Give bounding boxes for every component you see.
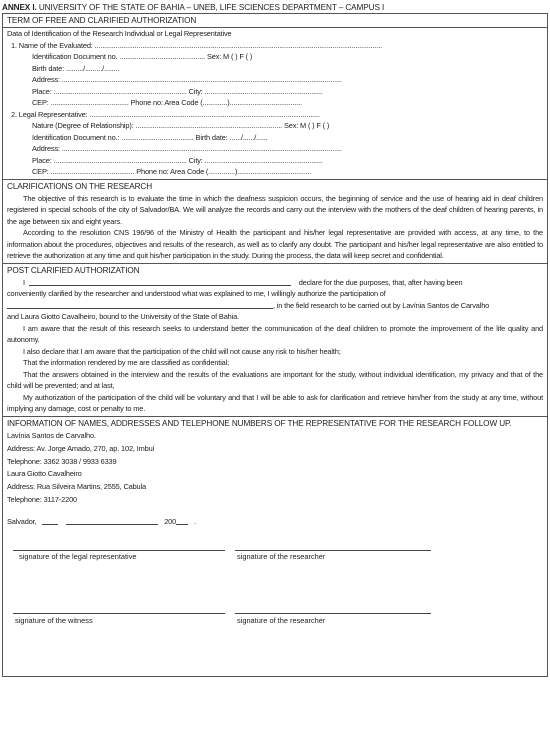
identification-field-line[interactable]: CEP: ............................................ Phone no: Area Code (..............).......................................	[32, 167, 312, 176]
date-day-blank[interactable]	[42, 524, 58, 525]
researcher-signature-label: signature of the researcher	[237, 552, 326, 562]
date-end: .	[193, 516, 196, 526]
identification-field-line[interactable]: Place: ...................................................................... City: ..............................................................	[32, 86, 323, 96]
identification-field-line[interactable]: 2. Legal Representative: .........................................................................................................................	[11, 109, 320, 119]
contact-info-title: INFORMATION OF NAMES, ADDRESSES AND TELEPHONE NUMBERS OF THE REPRESENTATIVE FOR THE RESEARCH FOLLOW UP.	[7, 418, 512, 428]
term-title: TERM OF FREE AND CLARIFIED AUTHORIZATION	[7, 16, 197, 25]
clarifications-section	[3, 179, 547, 263]
declaration-line	[7, 300, 543, 312]
identification-intro: Data of Identification of the Research Individual or Legal Representative	[7, 29, 232, 38]
awareness-paragraph: My authorization of the participation of the child will be voluntary and that I will be able to ask for clarification and retrieve him/her from the study at any time, without implying any damage, cost or penalty to me.	[7, 392, 543, 413]
identification-field-line[interactable]: CEP: ......................................... Phone no: Area Code (.............)......................................	[32, 98, 302, 107]
awareness-paragraph: I also declare that I am aware that the participation of the child will not cause any risk to his/her health;	[23, 346, 341, 356]
contact-info-line: Telephone: 3117-2200	[7, 494, 78, 504]
identification-section	[3, 27, 547, 179]
contact-info-body	[3, 430, 547, 508]
form-frame	[2, 13, 548, 677]
identification-field-line[interactable]: Birth date: ........./........./........	[32, 63, 120, 73]
date-year-blank[interactable]	[176, 524, 188, 525]
clarifications-body	[3, 193, 547, 263]
date-year-prefix: 200	[164, 516, 177, 526]
term-title-section	[3, 14, 547, 27]
awareness-paragraph: That the information rendered by me are classified as confidential;	[23, 358, 230, 367]
post-authorization-body	[3, 277, 547, 416]
annex-header	[2, 2, 548, 13]
researcher-signature-line[interactable]	[235, 550, 431, 551]
contact-info-line: Telephone: 3362 3038 / 9933 6339	[7, 456, 117, 466]
clarifications-paragraph: The objective of this research is to evaluate the time in which the deafness suspicion occurs, the beginning of service and the use of hearing aid in deaf children registered in special schools of the city of Salvador/BA. We will analyze the records and carry out the interview with the mothers of the deaf children of hearing parents, in the age between six and eight years.	[7, 193, 543, 226]
declarant-name-blank[interactable]	[29, 285, 291, 286]
annex-label: ANNEX I.	[2, 3, 37, 12]
declaration-text: , in the field research to be carried out by Lavínia Santos de Carvalho	[273, 300, 490, 310]
date-city: Salvador,	[7, 516, 37, 526]
identification-field-line[interactable]: Address: ...................................................................................................................................................	[32, 75, 342, 84]
date-line	[3, 516, 547, 529]
identification-field-line[interactable]: Place: ...................................................................... City: ..............................................................	[32, 155, 323, 165]
identification-field-line[interactable]: Identification Document no.: ...................................... Birth date: ....../....../......	[32, 132, 268, 142]
legal-representative-signature-label: signature of the legal representative	[19, 552, 137, 562]
witness-signature-label: signature of the witness	[15, 616, 93, 626]
second-researcher-signature-label: signature of the researcher	[237, 616, 326, 626]
identification-field-line[interactable]: Address: ...................................................................................................................................................	[32, 144, 342, 153]
date-month-blank[interactable]	[66, 524, 158, 525]
legal-representative-signature-line[interactable]	[13, 550, 225, 551]
contact-info-line: Address: Av. Jorge Amado, 270, ap. 102, Imbuí	[7, 443, 155, 453]
contact-info-line: Laura Giotto Cavalheiro	[7, 469, 82, 479]
witness-signature-line[interactable]	[13, 613, 225, 614]
declaration-line: and Laura Giotto Cavalheiro, bound to the University of the State of Bahia.	[7, 312, 239, 321]
awareness-paragraph: I am aware that the result of this research seeks to understand better the communication of the deaf children to promote the improvement of the life quality and autonomy.	[7, 323, 543, 344]
second-researcher-signature-line[interactable]	[235, 613, 431, 614]
declaration-line: conveniently clarified by the researcher and understood what was explained to me, I willingly authorize the participation of	[7, 289, 386, 298]
identification-body	[3, 28, 547, 179]
declaration-text: declare for the due purposes, that, after having been	[298, 277, 463, 287]
contact-info-line: Address: Rua Silveira Martins, 2555, Cabula	[7, 482, 146, 492]
post-authorization-section	[3, 263, 547, 416]
child-name-blank[interactable]	[7, 308, 273, 309]
post-authorization-title: POST CLARIFIED AUTHORIZATION	[7, 265, 140, 275]
declaration-line	[7, 277, 543, 289]
identification-field-line[interactable]: 1. Name of the Evaluated: .......................................................................................................................................................	[11, 40, 383, 50]
contact-info-section	[3, 416, 547, 676]
awareness-paragraph: That the answers obtained in the interview and the results of the evaluations are important for the study, without individual identification, my privacy and that of the child will be prevented; and at last,	[7, 369, 543, 390]
identification-field-line[interactable]: Identification Document no. ............................................. Sex: M ( ) F ( )	[32, 52, 253, 61]
clarifications-title: CLARIFICATIONS ON THE RESEARCH	[7, 181, 153, 191]
annex-title: UNIVERSITY OF THE STATE OF BAHIA – UNEB, LIFE SCIENCES DEPARTMENT – CAMPUS I	[36, 3, 385, 12]
declaration-pronoun: I	[23, 277, 25, 287]
signature-area	[3, 528, 547, 668]
identification-field-line[interactable]: Nature (Degree of Relationship): ............................................................................. Sex: M ( ) F ( )	[32, 121, 330, 130]
contact-info-line: Lavínia Santos de Carvalho.	[7, 431, 96, 440]
clarifications-paragraph: According to the resolution CNS 196/96 of the Ministry of Health the participant and his/her legal representative are provided with access, at any time, to the information about the procedures, objectives and results of the research, as well as to clarify any doubt. The participant and his/her legal representative are also entitled to retrieve the authorization at any time and quit his/her participation in the study. During the process, the data will keep secret and confidential.	[7, 228, 543, 260]
